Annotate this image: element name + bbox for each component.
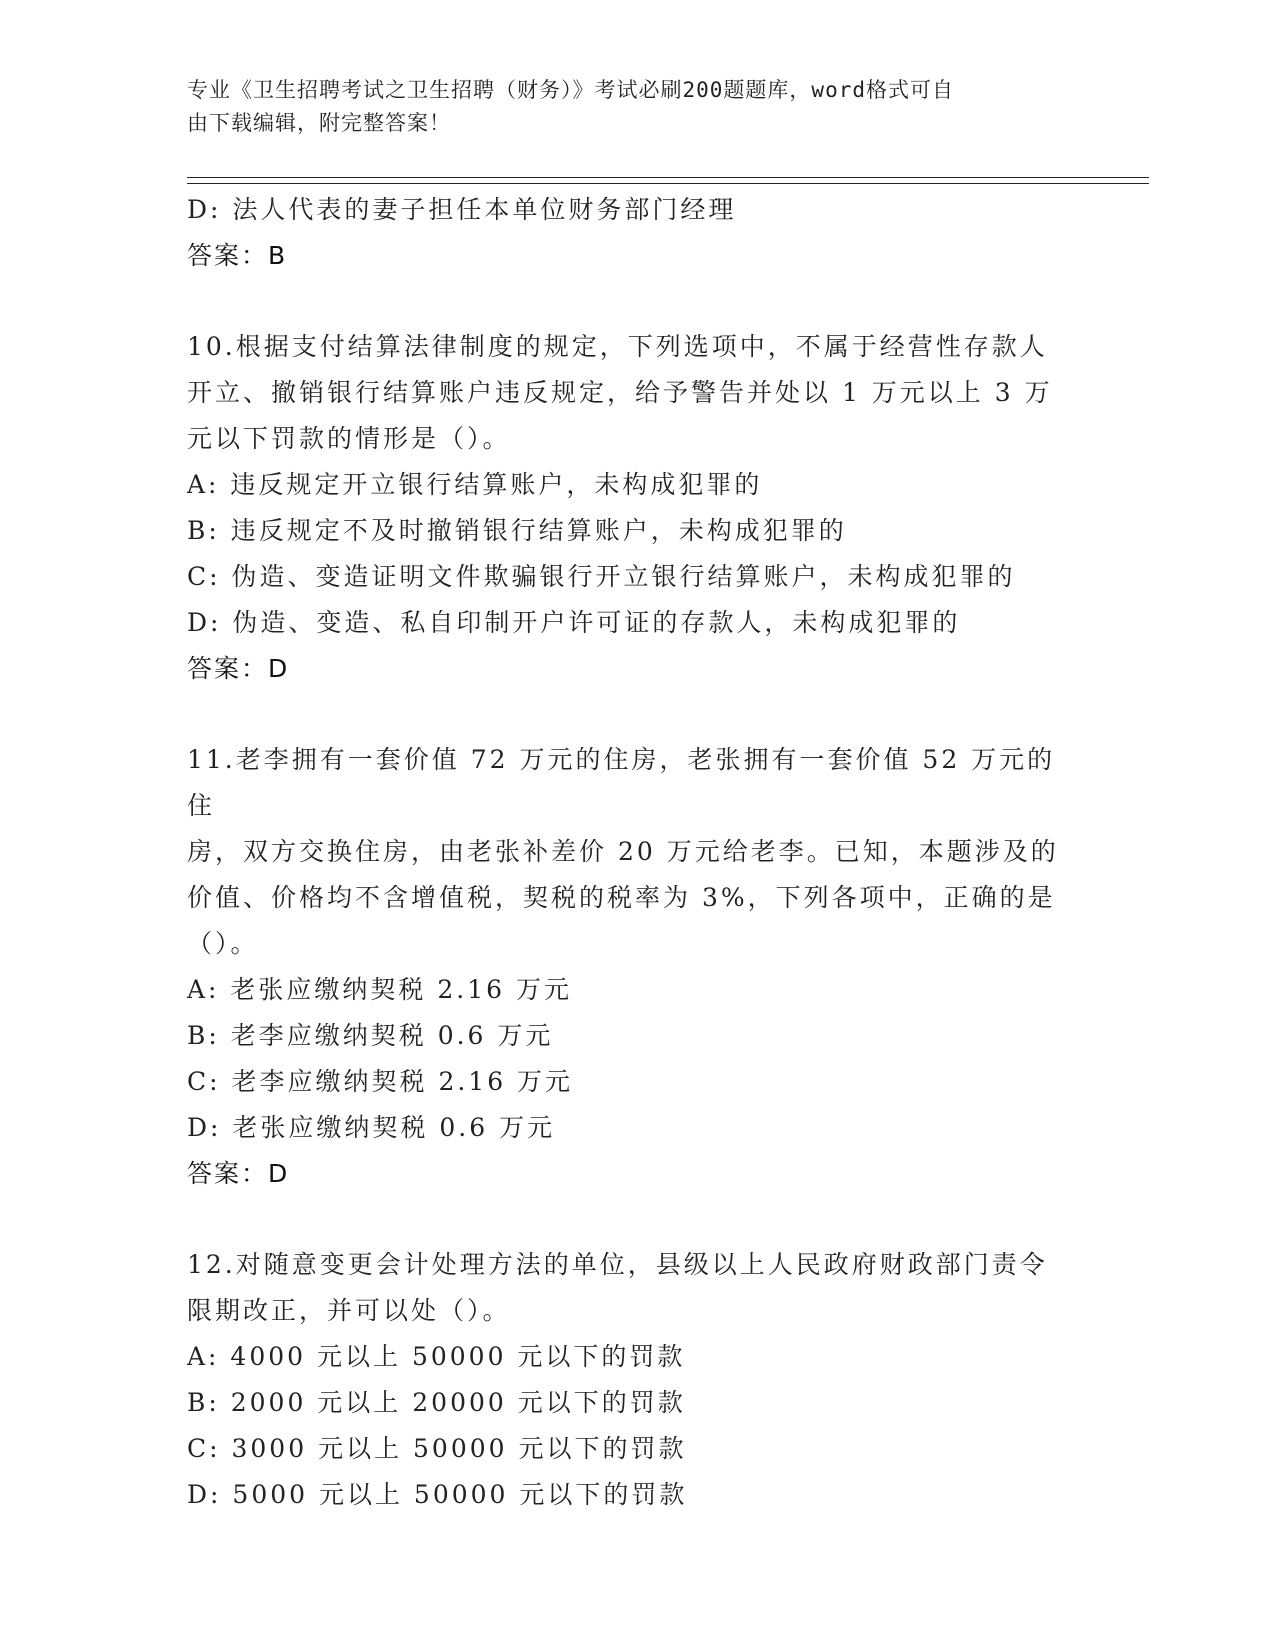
- document-header: [187, 74, 1067, 140]
- header-line-2: 由下载编辑，附完整答案！: [187, 111, 451, 135]
- question-stem-line: 限期改正，并可以处（）。: [187, 1296, 511, 1325]
- document-body: [187, 187, 1067, 1518]
- question-stem-line: 开立、撤销银行结算账户违反规定，给予警告并处以 1 万元以上 3 万: [187, 378, 1053, 407]
- option-d: D: 伪造、变造、私自印制开户许可证的存款人，未构成犯罪的: [187, 608, 961, 637]
- answer-line: 答案：D: [187, 1159, 290, 1188]
- option-c: C: 伪造、变造证明文件欺骗银行开立银行结算账户，未构成犯罪的: [187, 562, 1016, 591]
- question-stem-line: 12.对随意变更会计处理方法的单位，县级以上人民政府财政部门责令: [187, 1250, 1048, 1279]
- option-b: B: 违反规定不及时撤销银行结算账户，未构成犯罪的: [187, 516, 847, 545]
- question-9-tail: [187, 187, 1067, 279]
- option-d: D: 法人代表的妻子担任本单位财务部门经理: [187, 195, 737, 224]
- option-c: C: 老李应缴纳契税 2.16 万元: [187, 1067, 574, 1096]
- question-stem-line: （）。: [187, 929, 259, 958]
- question-stem-line: 价值、价格均不含增值税，契税的税率为 3%，下列各项中，正确的是: [187, 883, 1056, 912]
- question-stem-line: 10.根据支付结算法律制度的规定，下列选项中，不属于经营性存款人: [187, 332, 1048, 361]
- option-c: C: 3000 元以上 50000 元以下的罚款: [187, 1434, 687, 1463]
- option-a: A: 违反规定开立银行结算账户，未构成犯罪的: [187, 470, 763, 499]
- question-stem-line: 11.老李拥有一套价值 72 万元的住房，老张拥有一套价值 52 万元的住: [187, 745, 1056, 820]
- option-d: D: 老张应缴纳契税 0.6 万元: [187, 1113, 556, 1142]
- option-b: B: 老李应缴纳契税 0.6 万元: [187, 1021, 554, 1050]
- option-b: B: 2000 元以上 20000 元以下的罚款: [187, 1388, 686, 1417]
- option-a: A: 4000 元以上 50000 元以下的罚款: [187, 1342, 686, 1371]
- header-line-1: 专业《卫生招聘考试之卫生招聘（财务）》考试必刷200题题库，word格式可自: [187, 78, 954, 102]
- answer-line: 答案：D: [187, 654, 290, 683]
- header-rule-bottom: [187, 183, 1149, 184]
- header-rule-top: [187, 177, 1149, 178]
- option-d: D: 5000 元以上 50000 元以下的罚款: [187, 1480, 688, 1509]
- question-10: [187, 324, 1067, 692]
- question-stem-line: 元以下罚款的情形是（）。: [187, 424, 511, 453]
- question-12: [187, 1242, 1067, 1518]
- question-11: [187, 737, 1067, 1197]
- question-stem-line: 房，双方交换住房，由老张补差价 20 万元给老李。已知，本题涉及的: [187, 837, 1059, 866]
- answer-line: 答案：B: [187, 241, 288, 270]
- option-a: A: 老张应缴纳契税 2.16 万元: [187, 975, 572, 1004]
